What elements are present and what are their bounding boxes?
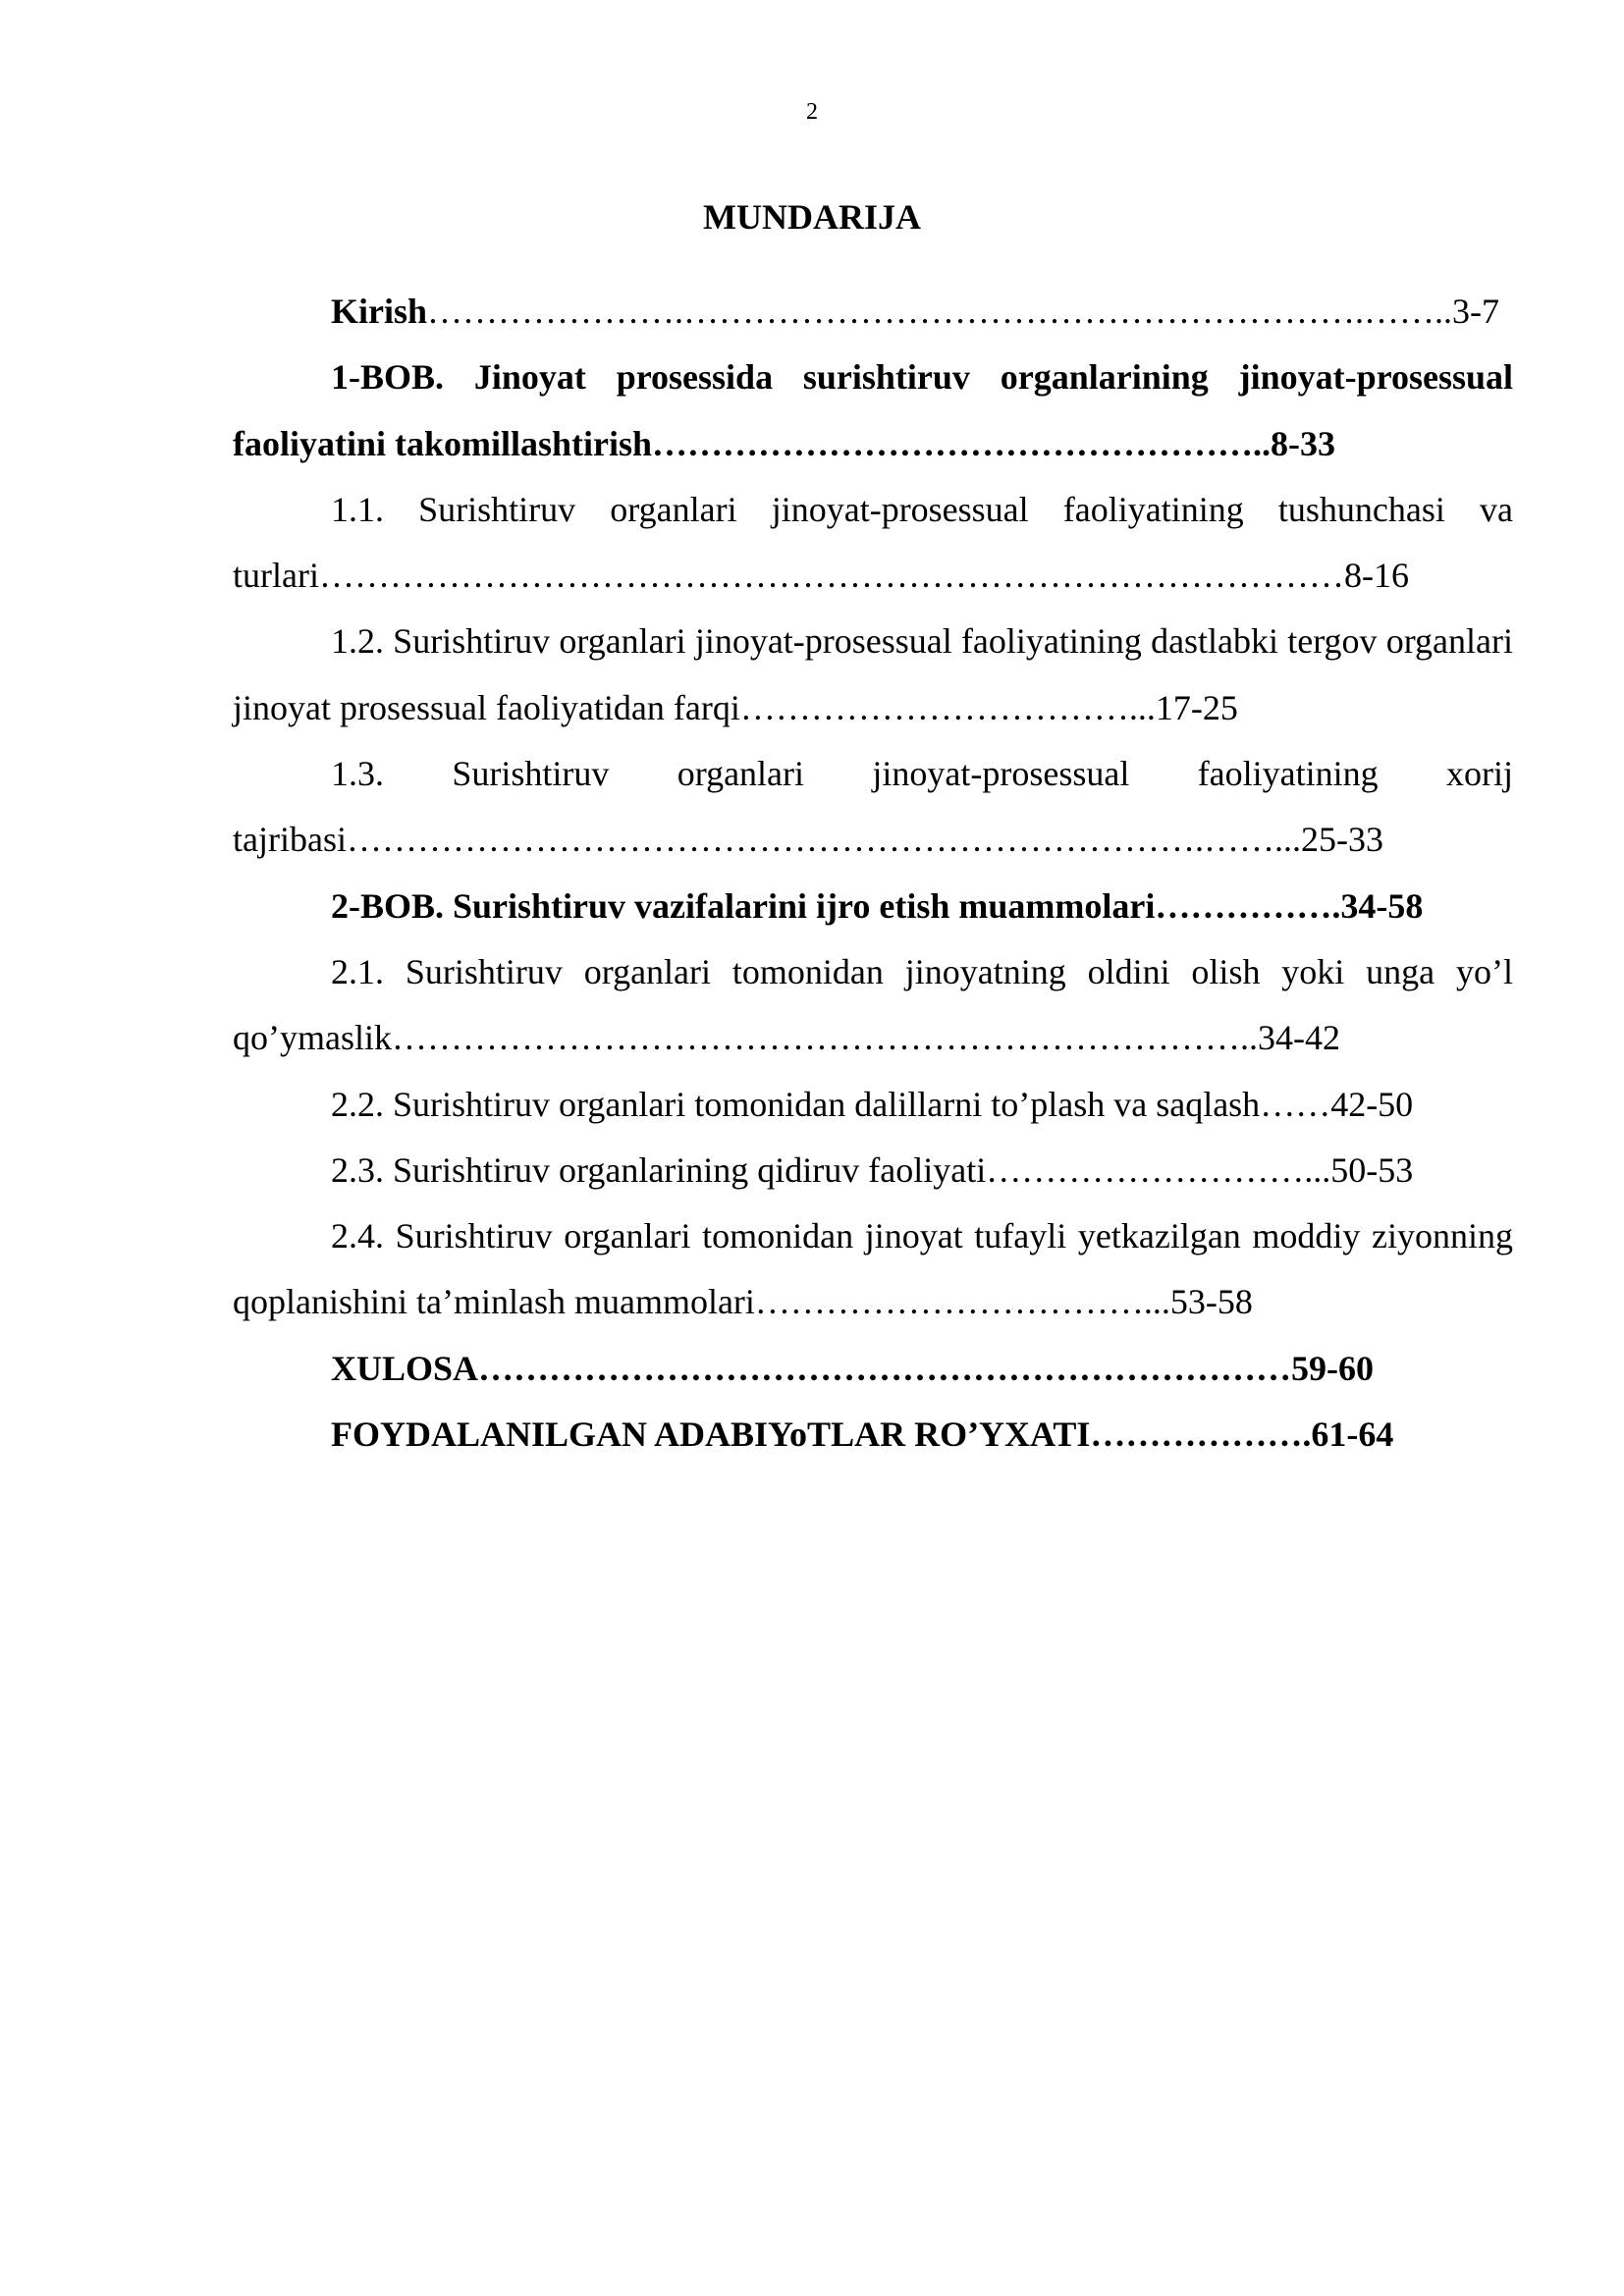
toc-leader-dots: ………………. bbox=[1090, 1415, 1312, 1455]
toc-page-range: 59-60 bbox=[1291, 1348, 1375, 1388]
page-title: MUNDARIJA bbox=[703, 197, 921, 237]
toc-page-range: 42-50 bbox=[1330, 1084, 1414, 1124]
toc-entry-kirish[interactable] bbox=[233, 279, 1513, 345]
page-number: 2 bbox=[806, 99, 818, 125]
toc-entry-title: 2.1. Surishtiruv organlari tomonidan jinoyatning oldini olish yoki unga yo’l qo’ymaslik bbox=[233, 951, 1513, 1058]
toc-page-range: 17-25 bbox=[1155, 687, 1238, 727]
toc-entry-2-3[interactable] bbox=[233, 1138, 1513, 1203]
toc-entry-2-4[interactable] bbox=[233, 1203, 1513, 1336]
toc-leader-dots: ……………. bbox=[1155, 885, 1341, 926]
toc-entry-title: FOYDALANILGAN ADABIYoTLAR RO’YXATI bbox=[331, 1415, 1091, 1455]
toc-page-range: 50-53 bbox=[1330, 1149, 1414, 1190]
toc-page-range: 34-58 bbox=[1340, 885, 1424, 926]
toc-entry-chapter-2[interactable] bbox=[233, 874, 1513, 939]
toc-entry-2-1[interactable] bbox=[233, 939, 1513, 1072]
toc-page-range: 8-16 bbox=[1343, 556, 1409, 596]
toc-leader-dots: ……………………………... bbox=[754, 1282, 1170, 1322]
toc-entry-bibliography[interactable] bbox=[233, 1402, 1513, 1468]
toc-leader-dots: …………………………………………………………… bbox=[478, 1348, 1292, 1388]
toc-leader-dots: ………………….………………………………………………….…….. bbox=[427, 292, 1453, 331]
toc-entry-title: 2.3. Surishtiruv organlarining qidiruv faoliyati bbox=[331, 1149, 987, 1190]
toc-entry-title: XULOSA bbox=[331, 1348, 479, 1388]
toc-entry-title: 1.1. Surishtiruv organlari jinoyat-prosessual faoliyatining tushunchasi va turlari bbox=[233, 489, 1513, 596]
toc-leader-dots: ……………………………………………………………….. bbox=[391, 1018, 1258, 1058]
toc-page-range: 25-33 bbox=[1300, 820, 1383, 860]
toc-entry-title: 1-BOB. Jinoyat prosessida surishtiruv organlarining jinoyat-prosessual faoliyatini takomillashtirish bbox=[233, 357, 1513, 463]
toc-entry-xulosa[interactable] bbox=[233, 1336, 1513, 1402]
toc-entry-title: 2.2. Surishtiruv organlari tomonidan dalillarni to’plash va saqlash bbox=[331, 1084, 1261, 1124]
toc-leader-dots: …………………………………………….. bbox=[652, 423, 1272, 463]
toc-entry-title: Kirish bbox=[331, 292, 428, 331]
toc-page-range: 61-64 bbox=[1311, 1415, 1394, 1455]
table-of-contents bbox=[233, 279, 1513, 1468]
toc-entry-1-3[interactable] bbox=[233, 741, 1513, 874]
toc-page-range: 53-58 bbox=[1169, 1282, 1253, 1322]
toc-entry-title: 2-BOB. Surishtiruv vazifalarini ijro etish muammolari bbox=[331, 885, 1156, 926]
toc-page-range: 34-42 bbox=[1257, 1018, 1340, 1058]
toc-entry-title: 2.4. Surishtiruv organlari tomonidan jinoyat tufayli yetkazilgan moddiy ziyonning qoplanishini ta’minlash muammolari bbox=[233, 1216, 1513, 1322]
toc-leader-dots: …… bbox=[1260, 1084, 1331, 1124]
toc-entry-2-2[interactable] bbox=[233, 1072, 1513, 1138]
toc-entry-1-1[interactable] bbox=[233, 477, 1513, 610]
toc-leader-dots: ………………………... bbox=[986, 1149, 1331, 1190]
toc-entry-title: 1.3. Surishtiruv organlari jinoyat-prosessual faoliyatining xorij tajribasi bbox=[233, 754, 1513, 860]
toc-leader-dots: ……………………………………………………………….……... bbox=[346, 820, 1301, 860]
toc-leader-dots: …………………………………………………………………………… bbox=[318, 556, 1344, 596]
toc-page-range: 8-33 bbox=[1271, 423, 1336, 463]
toc-leader-dots: ……………………………... bbox=[739, 687, 1156, 727]
toc-entry-title: 1.2. Surishtiruv organlari jinoyat-prosessual faoliyatining dastlabki tergov organlari jinoyat prosessual faoliyatidan farqi bbox=[233, 621, 1513, 727]
toc-entry-chapter-1[interactable] bbox=[233, 345, 1513, 477]
toc-page-range: 3-7 bbox=[1452, 292, 1500, 331]
toc-entry-1-2[interactable] bbox=[233, 609, 1513, 741]
